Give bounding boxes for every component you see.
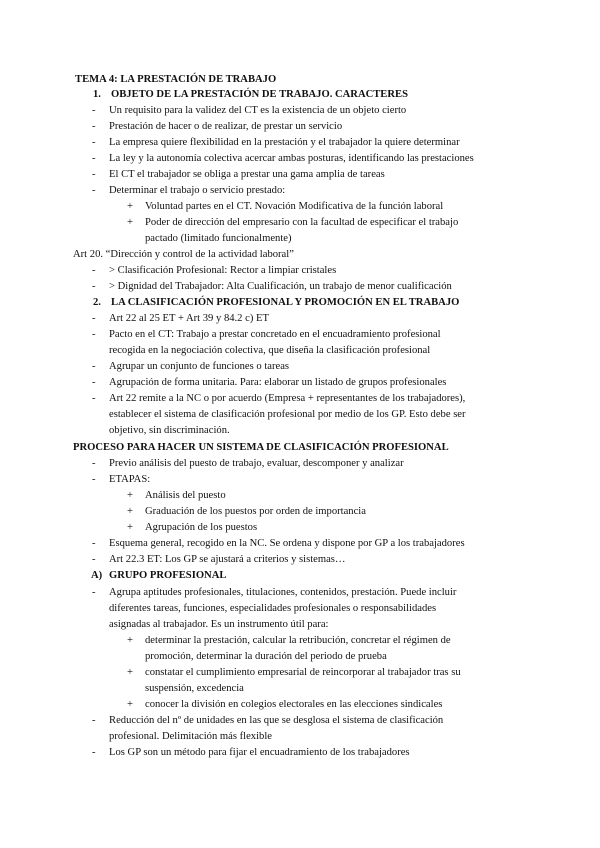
document-page: TEMA 4: LA PRESTACIÓN DE TRABAJO 1. OBJETO DE LA PRESTACIÓN DE TRABAJO. CARACTERES - Un requisito para la validez del CT es la existencia de un objeto cierto - Prestación de hacer o de realizar, de prestar un servicio - La empresa quiere flexibilidad en la prestación y el trabajador la quiere determinar - La ley y la autonomía colectiva acercar ambas posturas, identificando las prestaciones - El CT el trabajador se obliga a prestar una gama amplia de tareas - Determinar el trabajo o servicio prestado: + Voluntad partes en el CT. Novación Modificativa de la función laboral + Poder de dirección del empresario con la facultad de especificar el trabajo pactado (limitado funcionalmente) Art 20. “Dirección y control de la actividad laboral” - > Clasificación Profesional: Rector a limpiar cristales - > Dignidad del Trabajador: Alta Cualificación, un trabajo de menor cualificación 2. LA CLASIFICACIÓN PROFESIONAL Y PROMOCIÓN EN EL TRABAJO - Art 22 al 25 ET + Art 39 y 84.2 c) ET - Pacto en el CT: Trabajo a prestar concretado en el encuadramiento profesional recogida en la negociación colectiva, que diseña la clasificación profesional - Agrupar un conjunto de funciones o tareas - Agrupación de forma unitaria. Para: elaborar un listado de grupos profesionales - Art 22 remite a la NC o por acuerdo (Empresa + representantes de los trabajadores), establecer el sistema de clasificación profesional por medio de los GP. Esto debe ser objetivo, sin discriminación. PROCESO PARA HACER UN SISTEMA DE CLASIFICACIÓN PROFESIONAL - Previo análisis del puesto de trabajo, evaluar, descomponer y analizar - ETAPAS: + Análisis del puesto + Graduación de los puestos por orden de importancia + Agrupación de los puestos - Esquema general, recogido en la NC. Se ordena y dispone por GP a los trabajadores - Art 22.3 ET: Los GP se ajustará a criterios y sistemas… A) GRUPO PROFESIONAL - Agrupa aptitudes profesionales, titulaciones, contenidos, prestación. Puede incluir diferentes tareas, funciones, especialidades profesionales o responsabilidades asignadas al trabajador. Es un instrumento útil para: + determinar la prestación, calcular la retribución, concretar el régimen de promoción, determinar la duración del periodo de prueba + constatar el cumplimiento empresarial de reincorporar al trabajador tras su suspensión, excedencia + conocer la división en colegios electorales en las elecciones sindicales - Reducción del nº de unidades en las que se desglosa el sistema de clasificación profesional. Delimitación más flexible - Los GP son un método para fijar el encuadramiento de los trabajadores [73,74,474,758]
